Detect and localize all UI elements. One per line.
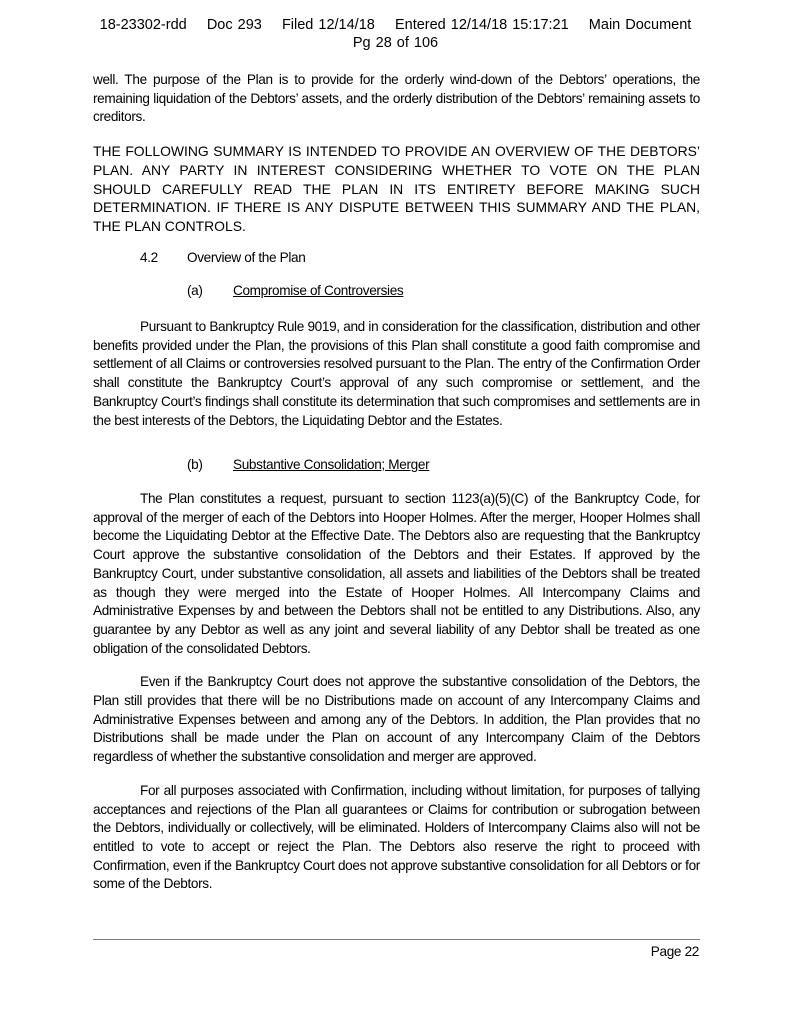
subsection-b-letter: (b): [187, 457, 203, 472]
page-count-line: Pg 28 of 106: [352, 35, 439, 51]
subsection-b-title: Substantive Consolidation; Merger: [233, 457, 430, 472]
footer-divider: [93, 939, 700, 940]
subsection-b-body: [93, 490, 700, 894]
subsection-a-letter: (a): [187, 283, 203, 298]
filing-info-line: 18-23302-rdd Doc 293 Filed 12/14/18 Entered 12/14/18 15:17:21 Main Document: [99, 17, 692, 33]
court-filing-header: [60, 16, 731, 52]
consolidation-paragraph-2: Even if the Bankruptcy Court does not approve the substantive consolidation of the Debtors, the Plan still provides that there will be no Distributions made on account of any Intercompany Claims and Administrative Expenses between and among any of the Debtors. In addition, the Plan provides that no Distributions shall be made under the Plan on account of any Intercompany Claim of the Debtors regardless of whether the substantive consolidation and merger are approved.: [93, 674, 700, 765]
page-number: Page 22: [650, 944, 699, 959]
intro-block: [93, 71, 700, 236]
compromise-paragraph: Pursuant to Bankruptcy Rule 9019, and in consideration for the classification, distribution and other benefits provided under the Plan, the provisions of this Plan shall constitute a good faith compromise and settlement of all Claims or controversies resolved pursuant to the Plan. The entry of the Confirmation Order shall constitute the Bankruptcy Court’s approval of any such compromise or settlement, and the Bankruptcy Court’s findings shall constitute its determination that such compromises and settlements are in the best interests of the Debtors, the Liquidating Debtor and the Estates.: [93, 319, 700, 428]
section-number: 4.2: [140, 250, 158, 265]
consolidation-paragraph-3: For all purposes associated with Confirmation, including without limitation, for purposes of tallying acceptances and rejections of the Plan all guarantees or Claims for contribution or subrogation between the Debtors, individually or collectively, will be eliminated. Holders of Intercompany Claims also will not be entitled to vote to accept or reject the Plan. The Debtors also reserve the right to proceed with Confirmation, even if the Bankruptcy Court does not approve substantive consolidation for all Debtors or for some of the Debtors.: [93, 782, 700, 892]
subsection-a-body: [93, 318, 700, 430]
summary-notice: THE FOLLOWING SUMMARY IS INTENDED TO PROVIDE AN OVERVIEW OF THE DEBTORS’ PLAN. ANY PARTY IN INTEREST CONSIDERING WHETHER TO VOTE ON THE PLAN SHOULD CAREFULLY READ THE PLAN IN ITS ENTIRETY BEFORE MAKING SUCH DETERMINATION. IF THERE IS ANY DISPUTE BETWEEN THIS SUMMARY AND THE PLAN, THE PLAN CONTROLS.: [93, 143, 700, 234]
intro-paragraph: well. The purpose of the Plan is to provide for the orderly wind-down of the Debtors’ operations, the remaining liquidation of the Debtors’ assets, and the orderly distribution of the Debtors’ remaining assets to creditors.: [93, 72, 700, 125]
section-title: Overview of the Plan: [187, 250, 306, 265]
consolidation-paragraph-1: The Plan constitutes a request, pursuant to section 1123(a)(5)(C) of the Bankruptcy Code, for approval of the merger of each of the Debtors into Hooper Holmes. After the merger, Hooper Holmes shall become the Liquidating Debtor at the Effective Date. The Debtors also are requesting that the Bankruptcy Court approve the substantive consolidation of the Debtors and their Estates. If approved by the Bankruptcy Court, under substantive consolidation, all assets and liabilities of the Debtors shall be treated as though they were merged into the Estate of Hooper Holmes. All Intercompany Claims and Administrative Expenses by and between the Debtors shall not be entitled to any Distributions. Also, any guarantee by any Debtor as well as any joint and several liability of any Debtor shall be treated as one obligation of the consolidated Debtors.: [93, 491, 700, 656]
subsection-a-title: Compromise of Controversies: [233, 283, 404, 298]
